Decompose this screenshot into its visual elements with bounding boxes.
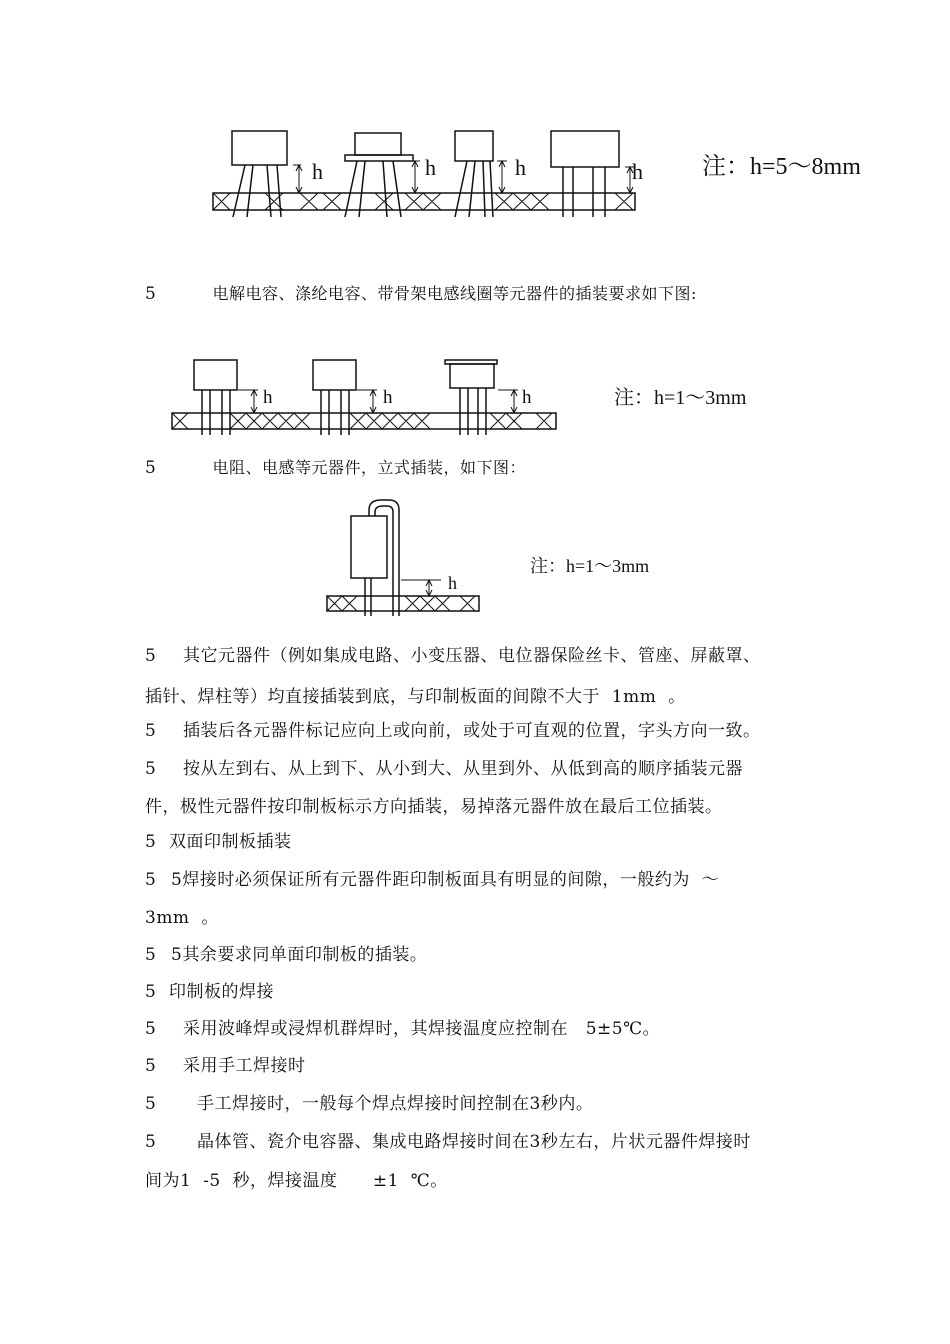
h-label: h	[263, 387, 273, 408]
figure-note-1: 注：h=5～8mm	[702, 154, 861, 180]
paragraph-line: 5 晶体管、瓷介电容器、集成电路焊接时间在3秒左右，片状元器件焊接时	[145, 1132, 751, 1152]
h-label: h	[383, 387, 393, 408]
figure-component-height-5-8mm	[205, 125, 645, 225]
paragraph-line: 5 5焊接时必须保证所有元器件距印制板面具有明显的间隙，一般约为 ～	[145, 870, 720, 890]
paragraph-line: 间为1 -5 秒，焊接温度 ±1 ℃。	[145, 1171, 448, 1191]
paragraph-line: 件，极性元器件按印制板标示方向插装，易掉落元器件放在最后工位插装。	[145, 797, 723, 817]
paragraph-line: 5 双面印制板插装	[145, 832, 292, 852]
figure-vertical-resistor	[325, 498, 485, 618]
paragraph-line: 插针、焊柱等）均直接插装到底，与印制板面的间隙不大于 1mm 。	[145, 687, 686, 707]
h-label: h	[515, 155, 526, 180]
paragraph-line: 5 插装后各元器件标记应向上或向前，或处于可直观的位置，字头方向一致。	[145, 721, 761, 741]
paragraph-line: 5 其它元器件（例如集成电路、小变压器、电位器保险丝卡、管座、屏蔽罩、	[145, 646, 761, 666]
h-label: h	[448, 573, 457, 593]
figure-note-3: 注：h=1～3mm	[530, 556, 650, 576]
paragraph-line: 5 手工焊接时，一般每个焊点焊接时间控制在3秒内。	[145, 1094, 594, 1114]
paragraph-line: 5 电阻、电感等元器件，立式插装，如下图：	[145, 458, 527, 478]
paragraph-line: 5 印制板的焊接	[145, 982, 274, 1002]
paragraph-line: 5 5其余要求同单面印制板的插装。	[145, 945, 428, 965]
paragraph-line: 3mm 。	[145, 908, 219, 928]
h-label: h	[632, 159, 643, 184]
h-label: h	[312, 159, 323, 184]
paragraph-line: 5 采用手工焊接时	[145, 1056, 306, 1076]
figure-note-2: 注：h=1～3mm	[614, 387, 747, 409]
h-label: h	[522, 387, 532, 408]
h-label: h	[425, 155, 436, 180]
paragraph-line: 5 采用波峰焊或浸焊机群焊时，其焊接温度应控制在 5±5℃。	[145, 1019, 661, 1039]
figure-capacitor-insertion	[170, 355, 560, 440]
paragraph-line: 5 电解电容、涤纶电容、带骨架电感线圈等元器件的插装要求如下图:	[145, 284, 697, 304]
paragraph-line: 5 按从左到右、从上到下、从小到大、从里到外、从低到高的顺序插装元器	[145, 759, 743, 779]
